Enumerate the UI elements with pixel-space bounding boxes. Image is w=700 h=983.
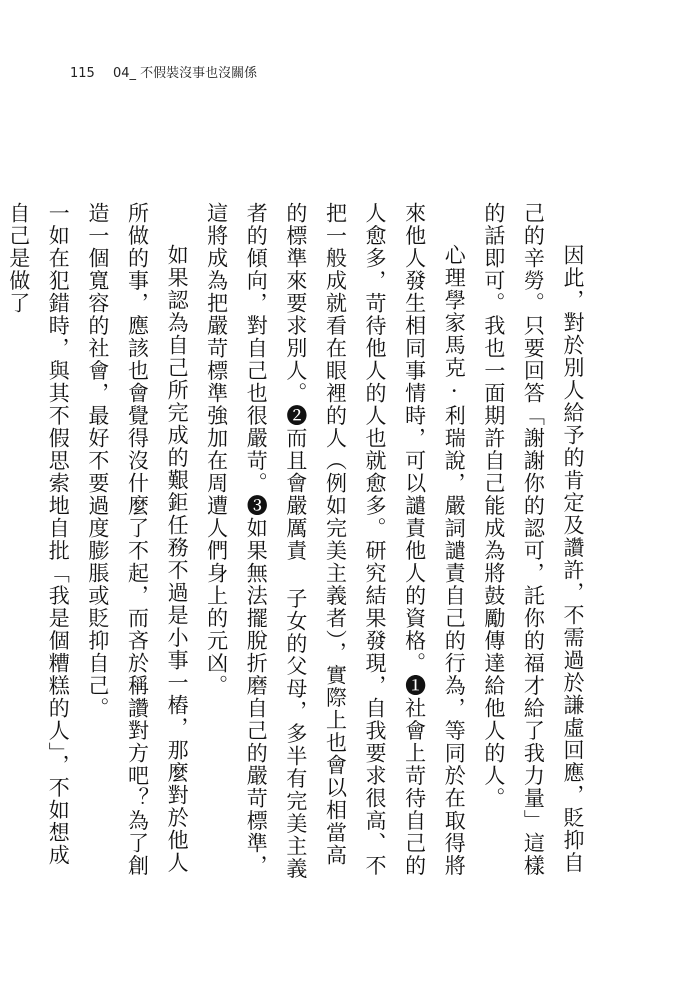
body-text <box>0 202 592 882</box>
paragraph-2: 心理學家馬克·利瑞說，嚴詞譴責自己的行為，等同於在取得將來他人發生相同事情時，可以譴責他人的資格。❶社會上苛待自己的人愈多，苛待他人的人也就愈多。研究結果發現，自我要求很高、不把一般成就看在眼裡的人（例如完美主義者），實際上也會以相當高的標準來要求別人。❷而且會嚴厲責 子女的父母，多半有完美主義者的傾向，對自己也很嚴苛。❸如果無法擺脫折磨自己的嚴苛標準，這將成為把嚴苛標準強加在周遭人們身上的元凶。 <box>204 202 467 880</box>
paragraph-4: 一如在犯錯時，與其不假思索地自批「我是個糟糕的人」，不如想成自己是做了 <box>6 202 71 867</box>
paragraph-3: 如果認為自己所完成的艱鉅任務不過是小事一樁，那麼對於他人所做的事，應該也會覺得沒什麼了不起，而吝於稱讚對方吧？為了創造一個寬容的社會，最好不要過度膨脹或貶抑自己。 <box>85 202 190 877</box>
paragraph-1: 因此，對於別人給予的肯定及讚許，不需過於謙虛回應，貶抑自己的辛勞。只要回答「謝謝你的認可，託你的福才給了我力量」這樣的話即可。我也一面期許自己能成為將鼓勵傳達給他人的人。 <box>481 202 585 877</box>
chapter-title: 04_ 不假裝沒事也沒關係 <box>112 66 258 81</box>
running-header <box>70 62 257 81</box>
page-number: 115 <box>70 66 95 81</box>
